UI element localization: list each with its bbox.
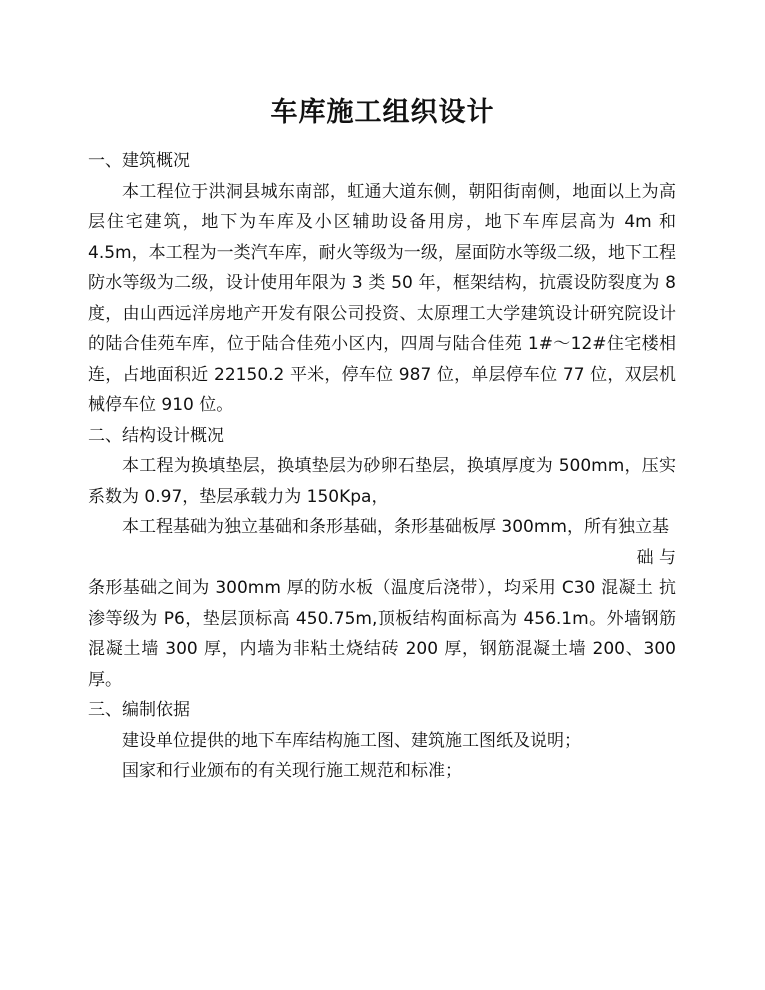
document-body — [88, 146, 676, 787]
paragraph-foundation-continued: 条形基础之间为 300mm 厚的防水板（温度后浇带），均采用 C30 混凝土 抗渗等级为 P6，垫层顶标高 450.75m,顶板结构面标高为 456.1m。外墙钢筋混凝土墙 300 厚，内墙为非粘土烧结砖 200 厚，钢筋混凝土墙 200、300 厚。 — [88, 578, 676, 690]
paragraph-fill-layer: 本工程为换填垫层，换填垫层为砂卵石垫层，换填厚度为 500mm，压实系数为 0.97，垫层承载力为 150Kpa， — [88, 456, 676, 507]
section-heading-structural-design: 二、结构设计概况 — [88, 425, 224, 446]
paragraph-basis-drawings: 建设单位提供的地下车库结构施工图、建筑施工图纸及说明； — [122, 730, 581, 751]
paragraph-building-overview: 本工程位于洪洞县城东南部，虹通大道东侧，朝阳街南侧，地面以上为高层住宅建筑，地下为车库及小区辅助设备用房，地下车库层高为 4m 和 4.5m，本工程为一类汽车库，耐火等级为一级，屋面防水等级二级，地下工程防水等级为二级，设计使用年限为 3 类 50 年，框架结构，抗震设防裂度为 8 度，由山西远洋房地产开发有限公司投资、太原理工大学建筑设计研究院设计的陆合佳苑车库，位于陆合佳苑小区内，四周与陆合佳苑 1#～12#住宅楼相连，占地面积近 22150.2 平米，停车位 987 位，单层停车位 77 位，双层机械停车位 910 位。 — [88, 181, 676, 415]
paragraph-basis-standards: 国家和行业颁布的有关现行施工规范和标准； — [122, 761, 462, 781]
document-title: 车库施工组织设计 — [270, 97, 495, 128]
paragraph-foundation-wrap: 础 与 — [636, 547, 676, 568]
section-heading-building-overview: 一、建筑概况 — [88, 151, 190, 171]
paragraph-foundation: 本工程基础为独立基础和条形基础，条形基础板厚 300mm，所有独立基 — [122, 517, 669, 537]
section-heading-basis: 三、编制依据 — [88, 700, 190, 720]
